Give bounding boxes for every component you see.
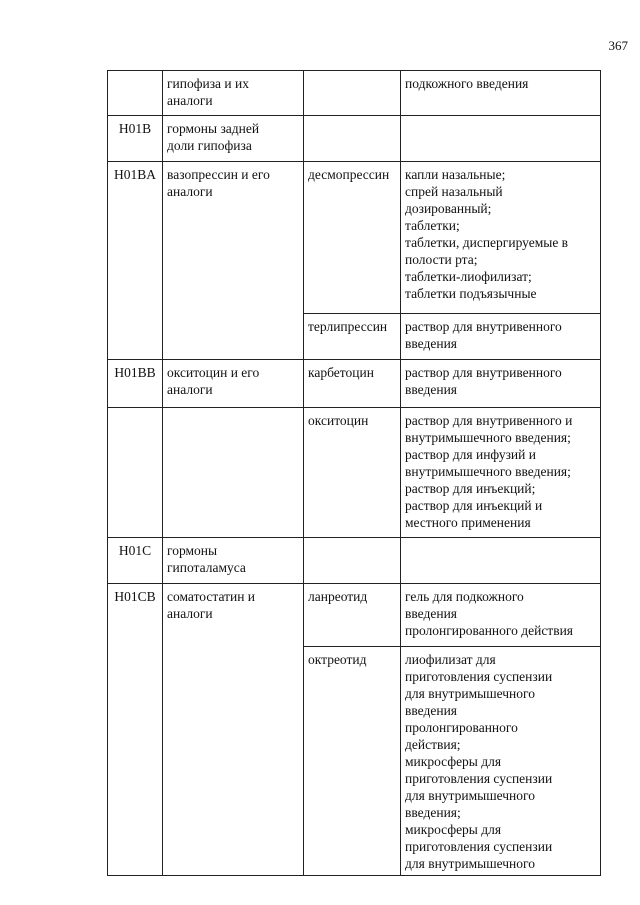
table-row — [108, 116, 601, 162]
dosage-form-text: для внутримышечного — [405, 788, 535, 803]
dosage-form-text: внутримышечного введения; — [405, 464, 571, 479]
table-row — [108, 71, 601, 116]
atc-code-cell — [108, 71, 163, 116]
inn-cell — [304, 71, 401, 116]
group-cell — [163, 584, 304, 876]
inn-cell — [304, 162, 401, 314]
dosage-form-text: микросферы для — [405, 822, 502, 837]
dosage-form-text: спрей назальный — [405, 184, 503, 199]
group-text: соматостатин и — [167, 589, 256, 604]
group-text: гормоны — [167, 543, 218, 558]
atc-code-text: H01BA — [113, 167, 156, 182]
dosage-form-text: капли назальные; — [405, 167, 506, 182]
dosage-form-text: внутримышечного введения; — [405, 430, 571, 445]
dosage-form-text: введения — [405, 382, 458, 397]
dosage-form-cell — [401, 162, 601, 314]
dosage-form-text: раствор для инъекций и — [405, 498, 543, 513]
table-row — [108, 408, 601, 538]
inn-text: карбетоцин — [308, 365, 374, 380]
atc-code-cell — [108, 360, 163, 408]
inn-cell — [304, 116, 401, 162]
dosage-form-text: полости рта; — [405, 252, 478, 267]
dosage-form-text: микросферы для — [405, 754, 502, 769]
atc-code-text: H01C — [118, 543, 152, 558]
group-cell — [163, 71, 304, 116]
dosage-form-text: таблетки; — [405, 218, 460, 233]
dosage-form-text: пролонгированного действия — [405, 623, 574, 638]
inn-text: окситоцин — [308, 413, 369, 428]
dosage-form-text: для внутримышечного — [405, 686, 535, 701]
group-text: аналоги — [167, 184, 213, 199]
dosage-form-text: введения — [405, 703, 458, 718]
atc-code-cell — [108, 116, 163, 162]
inn-cell — [304, 538, 401, 584]
dosage-form-text: введения — [405, 606, 458, 621]
group-text: доли гипофиза — [167, 138, 252, 153]
atc-code-cell — [108, 408, 163, 538]
dosage-form-cell — [401, 647, 601, 876]
group-text: окситоцин и его — [167, 365, 260, 380]
table-row — [108, 360, 601, 408]
table-row — [108, 162, 601, 314]
atc-code-text: H01BB — [114, 365, 156, 380]
inn-text: ланреотид — [308, 589, 368, 604]
atc-code-cell — [108, 538, 163, 584]
group-cell — [163, 408, 304, 538]
dosage-form-text: раствор для внутривенного и — [405, 413, 573, 428]
dosage-form-text: раствор для инфузий и — [405, 447, 536, 462]
inn-cell — [304, 584, 401, 647]
dosage-form-text: раствор для внутривенного — [405, 319, 562, 334]
group-cell — [163, 538, 304, 584]
atc-code-cell — [108, 162, 163, 360]
inn-cell — [304, 408, 401, 538]
dosage-form-text: лиофилизат для — [405, 652, 496, 667]
dosage-form-cell — [401, 71, 601, 116]
inn-cell — [304, 360, 401, 408]
group-text: гормоны задней — [167, 121, 260, 136]
group-text: вазопрессин и его — [167, 167, 270, 182]
dosage-form-text: пролонгированного — [405, 720, 518, 735]
dosage-form-text: для внутримышечного — [405, 856, 535, 871]
dosage-form-cell — [401, 116, 601, 162]
group-cell — [163, 116, 304, 162]
dosage-form-cell — [401, 408, 601, 538]
group-text: аналоги — [167, 382, 213, 397]
drug-classification-table — [107, 70, 601, 876]
group-text: гипоталамуса — [167, 560, 246, 575]
inn-cell — [304, 647, 401, 876]
group-text: гипофиза и их — [167, 76, 249, 91]
table-row — [108, 584, 601, 647]
dosage-form-cell — [401, 360, 601, 408]
group-text: аналоги — [167, 93, 213, 108]
dosage-form-text: раствор для инъекций; — [405, 481, 536, 496]
dosage-form-text: приготовления суспензии — [405, 771, 553, 786]
table-row — [108, 538, 601, 584]
dosage-form-text: введения — [405, 336, 458, 351]
dosage-form-text: таблетки, диспергируемые в — [405, 235, 569, 250]
inn-text: октреотид — [308, 652, 367, 667]
inn-text: терлипрессин — [308, 319, 388, 334]
dosage-form-text: дозированный; — [405, 201, 492, 216]
inn-cell — [304, 314, 401, 360]
dosage-form-text: таблетки-лиофилизат; — [405, 269, 532, 284]
dosage-form-text: местного применения — [405, 515, 531, 530]
dosage-form-cell — [401, 314, 601, 360]
page-number: 367 — [608, 38, 628, 53]
dosage-form-cell — [401, 538, 601, 584]
dosage-form-text: раствор для внутривенного — [405, 365, 562, 380]
dosage-form-text: приготовления суспензии — [405, 839, 553, 854]
dosage-form-text: подкожного введения — [405, 76, 529, 91]
dosage-form-text: действия; — [405, 737, 461, 752]
dosage-form-cell — [401, 584, 601, 647]
dosage-form-text: введения; — [405, 805, 461, 820]
group-text: аналоги — [167, 606, 213, 621]
dosage-form-text: таблетки подъязычные — [405, 286, 537, 301]
group-cell — [163, 162, 304, 360]
atc-code-text: H01CB — [114, 589, 156, 604]
dosage-form-text: приготовления суспензии — [405, 669, 553, 684]
inn-text: десмопрессин — [308, 167, 390, 182]
dosage-form-text: гель для подкожного — [405, 589, 524, 604]
atc-code-text: H01B — [118, 121, 152, 136]
atc-code-cell — [108, 584, 163, 876]
group-cell — [163, 360, 304, 408]
